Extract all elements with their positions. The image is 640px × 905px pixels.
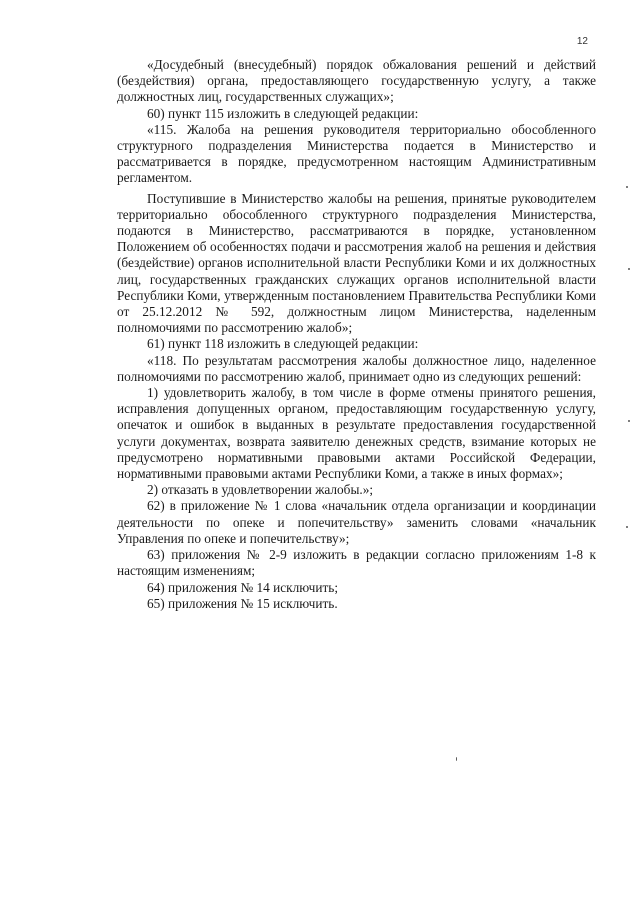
scan-speck bbox=[628, 268, 630, 270]
paragraph-section-title: «Досудебный (внесудебный) порядок обжалования решений и действий (бездействия) органа, предоставляющего государственную услугу, а также должностных лиц, государственных служащих»; bbox=[117, 57, 596, 105]
paragraph-decision-2: 2) отказать в удовлетворении жалобы.»; bbox=[147, 482, 374, 498]
paragraph-item-61: 61) пункт 118 изложить в следующей редакции: bbox=[147, 336, 419, 352]
scan-speck bbox=[456, 757, 457, 761]
scan-speck bbox=[628, 420, 630, 422]
paragraph-item-60: 60) пункт 115 изложить в следующей редакции: bbox=[147, 105, 419, 121]
paragraph-item-65: 65) приложения № 15 исключить. bbox=[147, 595, 338, 611]
paragraph-decision-1: 1) удовлетворить жалобу, в том числе в форме отмены принятого решения, исправления допущенных органом, предоставляющим государственную услугу, опечаток и ошибок в выданных в результате предоставления государственной услуги документах, возврата заявителю денежных средств, взимание которых не предусмотрено нормативными правовыми актами Российской Федерации, нормативными правовыми актами Республики Коми, а также в иных формах»; bbox=[117, 385, 596, 482]
scan-speck bbox=[626, 526, 628, 528]
paragraph-item-63: 63) приложения № 2-9 изложить в редакции согласно приложениям 1-8 к настоящим изменениям; bbox=[117, 547, 596, 579]
document-body bbox=[117, 57, 596, 612]
paragraph-complaints-procedure: Поступившие в Министерство жалобы на решения, принятые руководителем территориально обособленного структурного подразделения Министерства, подаются в Министерство, рассматриваются в порядке, установленном Положением об особенностях подачи и рассмотрения жалоб на решения и действия (бездействие) органов исполнительной власти Республики Коми и их должностных лиц, государственных гражданских служащих органов исполнительной власти Республики Коми, утвержденным постановлением Правительства Республики Коми от 25.12.2012 № 592, должностным лицом Министерства, наделенным полномочиями по рассмотрению жалоб»; bbox=[117, 190, 596, 336]
paragraph-clause-118: «118. По результатам рассмотрения жалобы должностное лицо, наделенное полномочиями по рассмотрению жалоб, принимает одно из следующих решений: bbox=[117, 352, 596, 384]
page-number: 12 bbox=[576, 36, 588, 47]
paragraph-item-64: 64) приложения № 14 исключить; bbox=[147, 579, 339, 595]
paragraph-item-62: 62) в приложение № 1 слова «начальник отдела организации и координации деятельности по опеке и попечительству» заменить словами «начальник Управления по опеке и попечительству»; bbox=[117, 498, 596, 546]
paragraph-clause-115: «115. Жалоба на решения руководителя территориально обособленного структурного подразделения Министерства подается в Министерство и рассматривается в порядке, предусмотренном настоящим Административным регламентом. bbox=[117, 121, 596, 186]
scan-speck bbox=[626, 186, 628, 188]
